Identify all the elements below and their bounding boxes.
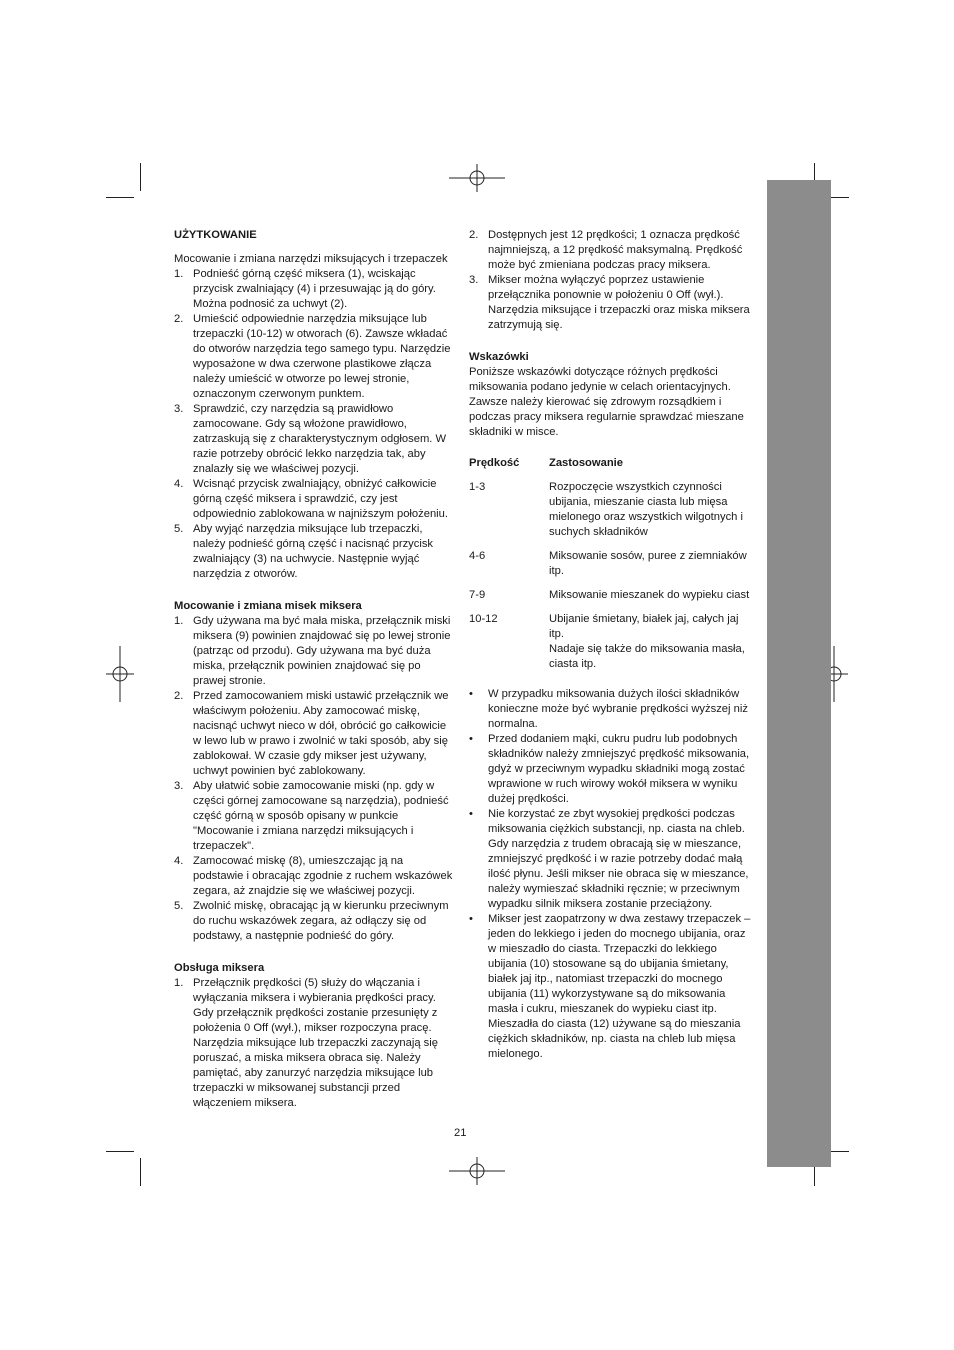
list-item bbox=[469, 228, 751, 273]
step-text: Podnieść górną część miksera (1), wciskając przycisk zwalniający (4) i przesuwając ją do góry. Można podnosić za uchwyt (2). bbox=[193, 268, 436, 310]
use-text: Ubijanie śmietany, białek jaj, całych jaj itp. bbox=[549, 613, 739, 640]
bullet-text: Przed dodaniem mąki, cukru pudru lub podobnych składników należy zmniejszyć prędkość miksowania, gdyż w przeciwnym wypadku składniki mogą zostać wprawione w ruch wirowy wokół miksera w wyniku dużej prędkości. bbox=[488, 733, 750, 805]
table-row bbox=[469, 549, 751, 588]
list-item bbox=[469, 732, 751, 807]
step-number: 2. bbox=[174, 690, 184, 702]
bullet-icon: • bbox=[469, 733, 473, 745]
list-item bbox=[174, 402, 456, 477]
list-item bbox=[469, 912, 751, 1062]
step-text: Wcisnąć przycisk zwalniający, obniżyć całkowicie górną część miksera i sprawdzić, czy jest odpowiednio zablokowana w najniższym położeniu. bbox=[193, 478, 448, 520]
list-item bbox=[174, 522, 456, 582]
step-number: 4. bbox=[174, 478, 184, 490]
crop-mark bbox=[106, 1151, 134, 1152]
list-item bbox=[174, 267, 456, 312]
bullet-icon: • bbox=[469, 808, 473, 820]
table-row bbox=[469, 480, 751, 549]
main-heading: UŻYTKOWANIE bbox=[174, 229, 257, 241]
crop-mark bbox=[106, 197, 134, 198]
step-list bbox=[174, 267, 456, 582]
speed-cell: 4-6 bbox=[469, 550, 486, 562]
crop-mark bbox=[140, 1158, 141, 1186]
speed-table bbox=[469, 456, 751, 681]
step-number: 1. bbox=[174, 615, 184, 627]
speed-cell: 10-12 bbox=[469, 613, 498, 625]
list-item bbox=[174, 899, 456, 944]
step-number: 4. bbox=[174, 855, 184, 867]
step-text: Gdy używana ma być mała miska, przełącznik miski miksera (9) powinien znajdować się po lewej stronie (patrząc od przodu). Gdy używana ma być duża miska, przełącznik powinien znajdować się po prawej stronie. bbox=[193, 615, 451, 687]
registration-mark-icon bbox=[449, 150, 505, 206]
use-cell bbox=[549, 549, 751, 588]
step-number: 3. bbox=[174, 780, 184, 792]
tips-intro: Poniższe wskazówki dotyczące różnych prędkości miksowania podano jedynie w celach orientacyjnych. Zawsze należy kierować się zdrowym rozsądkiem i podczas pracy miksera regularnie sprawdzać mieszane składniki w misce. bbox=[469, 366, 744, 438]
step-text: Dostępnych jest 12 prędkości; 1 oznacza prędkość najmniejszą, a 12 prędkość maksymalną. Prędkość może być zmieniana podczas pracy miksera. bbox=[488, 229, 743, 271]
list-item bbox=[469, 687, 751, 732]
bullet-text: Nie korzystać ze zbyt wysokiej prędkości podczas miksowania ciężkich substancji, np. ciasta na chleb. Gdy narzędzia z trudem obracają się w mieszance, zmniejszyć prędkość i w razie potrzeby dodać małą ilość płynu. Jeśli mikser nie obraca się w mieszance, należy wymieszać składniki ręcznie; w przeciwnym wypadku silnik miksera zostanie przeciążony. bbox=[488, 808, 749, 910]
use-text: Miksowanie mieszanek do wypieku ciast bbox=[549, 589, 750, 601]
use-text: Miksowanie sosów, puree z ziemniaków itp. bbox=[549, 550, 747, 577]
step-list bbox=[174, 976, 456, 1111]
step-number: 2. bbox=[469, 229, 479, 241]
table-row bbox=[469, 612, 751, 681]
section-title: Mocowanie i zmiana narzędzi miksujących i trzepaczek bbox=[174, 253, 448, 265]
column-header: Zastosowanie bbox=[549, 457, 623, 469]
use-cell bbox=[549, 612, 751, 681]
list-item bbox=[174, 614, 456, 689]
step-text: Aby ułatwić sobie zamocowanie miski (np. gdy w części górnej zamocowane są narzędzia), podnieść część górną w sposób opisany w punkcie "Mocowanie i zmiana narzędzi miksujących i trzepaczek". bbox=[193, 780, 449, 852]
side-tab bbox=[767, 180, 831, 1167]
step-text: Umieścić odpowiednie narzędzia miksujące lub trzepaczki (10-12) w otworach (6). Zawsze wkładać do otworów narzędzia tego samego typu. Narzędzie wyposażone w dwa czerwone plastikowe złącza należy umieścić w otworze po lewej stronie, oznaczonym czerwonym punktem. bbox=[193, 313, 451, 400]
step-number: 1. bbox=[174, 268, 184, 280]
step-number: 5. bbox=[174, 900, 184, 912]
list-item bbox=[174, 477, 456, 522]
step-text: Sprawdzić, czy narzędzia są prawidłowo zamocowane. Gdy są włożone prawidłowo, zatrzaskują się z charakterystycznym odgłosem. W razie potrzeby obrócić lekko narzędzia tak, aby znalazły się we właściwej pozycji. bbox=[193, 403, 447, 475]
step-text: Zwolnić miskę, obracając ją w kierunku przeciwnym do ruchu wskazówek zegara, aż odłączy się od podstawy, a następnie podnieść do góry. bbox=[193, 900, 449, 942]
list-item bbox=[469, 273, 751, 333]
right-column bbox=[469, 228, 751, 1062]
bullet-icon: • bbox=[469, 913, 473, 925]
section-title: Obsługa miksera bbox=[174, 962, 265, 974]
use-text: Rozpoczęcie wszystkich czynności ubijania, mieszanie ciasta lub mięsa mielonego oraz wszystkich wilgotnych i suchych składników bbox=[549, 481, 743, 538]
use-cell bbox=[549, 588, 751, 612]
step-text: Przełącznik prędkości (5) służy do włączania i wyłączania miksera i wybierania prędkości pracy. Gdy przełącznik prędkości zostanie przesunięty z położenia 0 Off (wył.), mikser rozpoczyna pracę. Narzędzia miksujące lub trzepaczki zaczynają się poruszać, a miska miksera obraca się. Należy pamiętać, aby zanurzyć narzędzia miksujące lub trzepaczki w miksowanej substancji przed włączeniem miksera. bbox=[193, 977, 438, 1109]
step-number: 1. bbox=[174, 977, 184, 989]
list-item bbox=[469, 807, 751, 912]
bullet-icon: • bbox=[469, 688, 473, 700]
use-cell bbox=[549, 480, 751, 549]
step-list bbox=[469, 228, 751, 333]
tips-title: Wskazówki bbox=[469, 351, 529, 363]
step-text: Aby wyjąć narzędzia miksujące lub trzepaczki, należy podnieść górną część i nacisnąć przycisk zwalniający (3) na uchwycie. Następnie wyjąć narzędzia z otworów. bbox=[193, 523, 434, 580]
table-row bbox=[469, 588, 751, 612]
step-number: 3. bbox=[469, 274, 479, 286]
column-header: Prędkość bbox=[469, 457, 520, 469]
step-text: Mikser można wyłączyć poprzez ustawienie przełącznika ponownie w położeniu 0 Off (wył.). Narzędzia miksujące i trzepaczki oraz miska miksera zatrzymują się. bbox=[488, 274, 750, 331]
step-list bbox=[174, 614, 456, 944]
list-item bbox=[174, 312, 456, 402]
bullet-text: Mikser jest zaopatrzony w dwa zestawy trzepaczek – jeden do lekkiego i jeden do mocnego ubijania, oraz w mieszadło do ciasta. Trzepaczki do lekkiego ubijania (10) stosowane są do ubijania śmietany, białek jaj itp., natomiast trzepaczki do mocnego ubijania (11) wykorzystywane są do miksowania masła i cukru, mieszanek do wypieku ciast itp. Mieszadła do ciasta (12) używane są do mieszania ciężkich składników, np. ciasta na chleb lub mięsa mielonego. bbox=[488, 913, 751, 1060]
step-number: 2. bbox=[174, 313, 184, 325]
crop-mark bbox=[140, 163, 141, 191]
page-number: 21 bbox=[454, 1127, 467, 1139]
list-item bbox=[174, 976, 456, 1111]
bullet-text: W przypadku miksowania dużych ilości składników konieczne może być wybranie prędkości wyższej niż normalna. bbox=[488, 688, 748, 730]
table-header bbox=[469, 456, 751, 480]
step-number: 3. bbox=[174, 403, 184, 415]
registration-mark-icon bbox=[449, 1143, 505, 1199]
speed-cell: 7-9 bbox=[469, 589, 486, 601]
step-text: Zamocować miskę (8), umieszczając ją na podstawie i obracając zgodnie z ruchem wskazówek zegara, aż znajdzie się we właściwej pozycji. bbox=[193, 855, 453, 897]
list-item bbox=[174, 779, 456, 854]
list-item bbox=[174, 689, 456, 779]
speed-cell: 1-3 bbox=[469, 481, 486, 493]
step-text: Przed zamocowaniem miski ustawić przełącznik we właściwym położeniu. Aby zamocować miskę, nacisnąć uchwyt nieco w dół, obrócić go całkowicie w lewo lub w prawo i zwolnić w taki sposób, aby się zablokował. W czasie gdy mikser jest używany, uchwyt powinien być zablokowany. bbox=[193, 690, 449, 777]
list-item bbox=[174, 854, 456, 899]
tips-bullet-list bbox=[469, 687, 751, 1062]
left-column bbox=[174, 228, 456, 1111]
use-extra-text: Nadaje się także do miksowania masła, ciasta itp. bbox=[549, 643, 745, 670]
registration-mark-icon bbox=[92, 646, 148, 702]
section-title: Mocowanie i zmiana misek miksera bbox=[174, 600, 362, 612]
step-number: 5. bbox=[174, 523, 184, 535]
